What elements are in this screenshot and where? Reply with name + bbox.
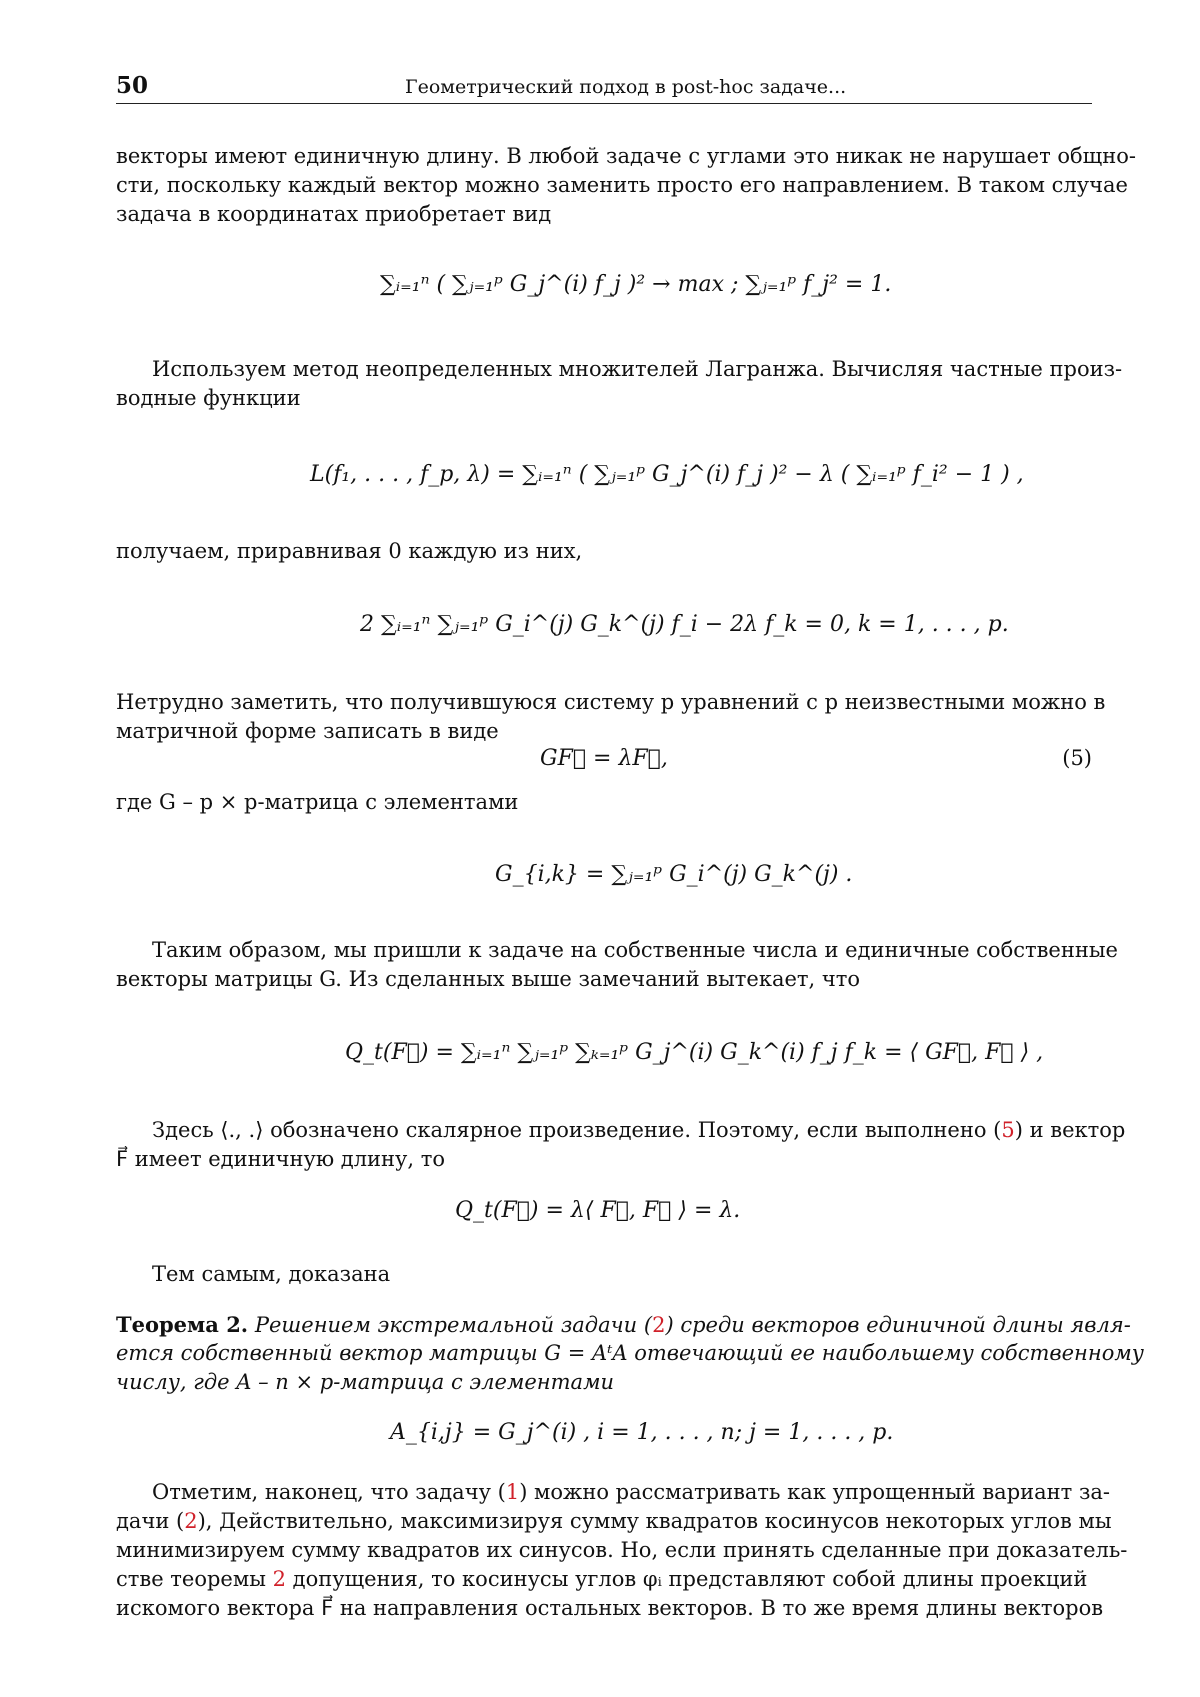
paragraph-line: получаем, приравнивая 0 каждую из них, xyxy=(116,539,583,563)
theorem-reference-link[interactable]: 2 xyxy=(272,1567,286,1591)
paragraph-line: векторы имеют единичную длину. В любой задаче с углами это никак не нарушает общно- xyxy=(116,144,1136,168)
page-number: 50 xyxy=(116,72,149,99)
paragraph-line: искомого вектора F⃗ на направления остальных векторов. В то же время длины векторов xyxy=(116,1596,1104,1620)
theorem-line: числу, где A – n × p-матрица с элементами xyxy=(116,1370,615,1394)
paragraph-line xyxy=(116,1116,1126,1145)
equation-derivative-system: 2 ∑ᵢ₌₁ⁿ ∑ⱼ₌₁ᵖ G_i^(j) G_k^(j) f_i − 2λ f_k = 0, k = 1, . . . , p. xyxy=(360,612,1009,637)
equation-reference-link[interactable]: 2 xyxy=(184,1509,198,1533)
text-run: стве теоремы xyxy=(116,1567,273,1591)
paragraph-line: водные функции xyxy=(116,386,301,410)
paragraph-line: матричной форме записать в виде xyxy=(116,719,499,743)
equation-matrix-elements: G_{i,k} = ∑ⱼ₌₁ᵖ G_i^(j) G_k^(j) . xyxy=(495,862,853,887)
paragraph-line: F⃗ имеет единичную длину, то xyxy=(116,1147,446,1171)
text-run: допущения, то косинусы углов φᵢ представляют собой длины проекций xyxy=(285,1567,1088,1591)
theorem-line: ется собственный вектор матрицы G = AᵗA отвечающий ее наибольшему собственному xyxy=(116,1341,1144,1365)
theorem-label: Теорема 2. xyxy=(116,1312,249,1337)
equation-matrix-a: A_{i,j} = G_j^(i) , i = 1, . . . , n; j = 1, . . . , p. xyxy=(390,1420,894,1445)
paragraph-line: Нетрудно заметить, что получившуюся систему p уравнений с p неизвестными можно в xyxy=(116,690,1106,714)
text-run: ) можно рассматривать как упрощенный вариант за- xyxy=(519,1480,1111,1504)
equation-eigen: GF⃗ = λF⃗, xyxy=(540,746,668,771)
paragraph-line: Тем самым, доказана xyxy=(152,1262,391,1286)
paragraph-line: минимизируем сумму квадратов их синусов. Но, если принять сделанные при доказатель- xyxy=(116,1538,1128,1562)
paragraph-line: где G – p × p-матрица с элементами xyxy=(116,790,519,814)
paragraph-line xyxy=(116,1507,1112,1536)
equation-reference-link[interactable]: 1 xyxy=(505,1480,520,1504)
paragraph-line: Используем метод неопределенных множителей Лагранжа. Вычисляя частные произ- xyxy=(152,357,1123,381)
paragraph-line: векторы матрицы G. Из сделанных выше замечаний вытекает, что xyxy=(116,967,861,991)
text-run: ), Действительно, максимизируя сумму квадратов косинусов некоторых углов мы xyxy=(197,1509,1112,1533)
theorem-line xyxy=(116,1310,1131,1340)
equation-reference-link[interactable]: 5 xyxy=(1001,1118,1015,1142)
text-run: Здесь ⟨., .⟩ обозначено скалярное произведение. Поэтому, если выполнено ( xyxy=(152,1118,1002,1142)
text-run: дачи ( xyxy=(116,1509,185,1533)
text-run: ) и вектор xyxy=(1014,1118,1126,1142)
text-run: ) среди векторов единичной длины явля- xyxy=(665,1313,1131,1337)
paragraph-line: задача в координатах приобретает вид xyxy=(116,202,552,226)
paragraph-line: сти, поскольку каждый вектор можно заменить просто его направлением. В таком случае xyxy=(116,173,1128,197)
equation-lagrangian: L(f₁, . . . , f_p, λ) = ∑ᵢ₌₁ⁿ ( ∑ⱼ₌₁ᵖ G_j^(i) f_j )² − λ ( ∑ᵢ₌₁ᵖ f_i² − 1 ) , xyxy=(310,462,1024,487)
equation-eigenvalue-result: Q_t(F⃗) = λ⟨ F⃗, F⃗ ⟩ = λ. xyxy=(455,1198,741,1223)
equation-number: (5) xyxy=(1062,746,1092,770)
equation-max-problem: ∑ᵢ₌₁ⁿ ( ∑ⱼ₌₁ᵖ G_j^(i) f_j )² → max ; ∑ⱼ₌₁ᵖ f_j² = 1. xyxy=(380,272,892,297)
running-title: Геометрический подход в post-hoc задаче... xyxy=(405,76,847,98)
equation-reference-link[interactable]: 2 xyxy=(652,1313,666,1337)
text-run: Отметим, наконец, что задачу ( xyxy=(152,1480,506,1504)
paragraph-line xyxy=(116,1478,1111,1507)
paragraph-line xyxy=(116,1565,1092,1594)
header-rule xyxy=(116,103,1092,104)
paragraph-line: Таким образом, мы пришли к задаче на собственные числа и единичные собственные xyxy=(152,938,1118,962)
equation-quadratic-form: Q_t(F⃗) = ∑ᵢ₌₁ⁿ ∑ⱼ₌₁ᵖ ∑ₖ₌₁ᵖ G_j^(i) G_k^(i) f_j f_k = ⟨ GF⃗, F⃗ ⟩ , xyxy=(345,1040,1044,1065)
text-run: Решением экстремальной задачи ( xyxy=(254,1313,653,1337)
